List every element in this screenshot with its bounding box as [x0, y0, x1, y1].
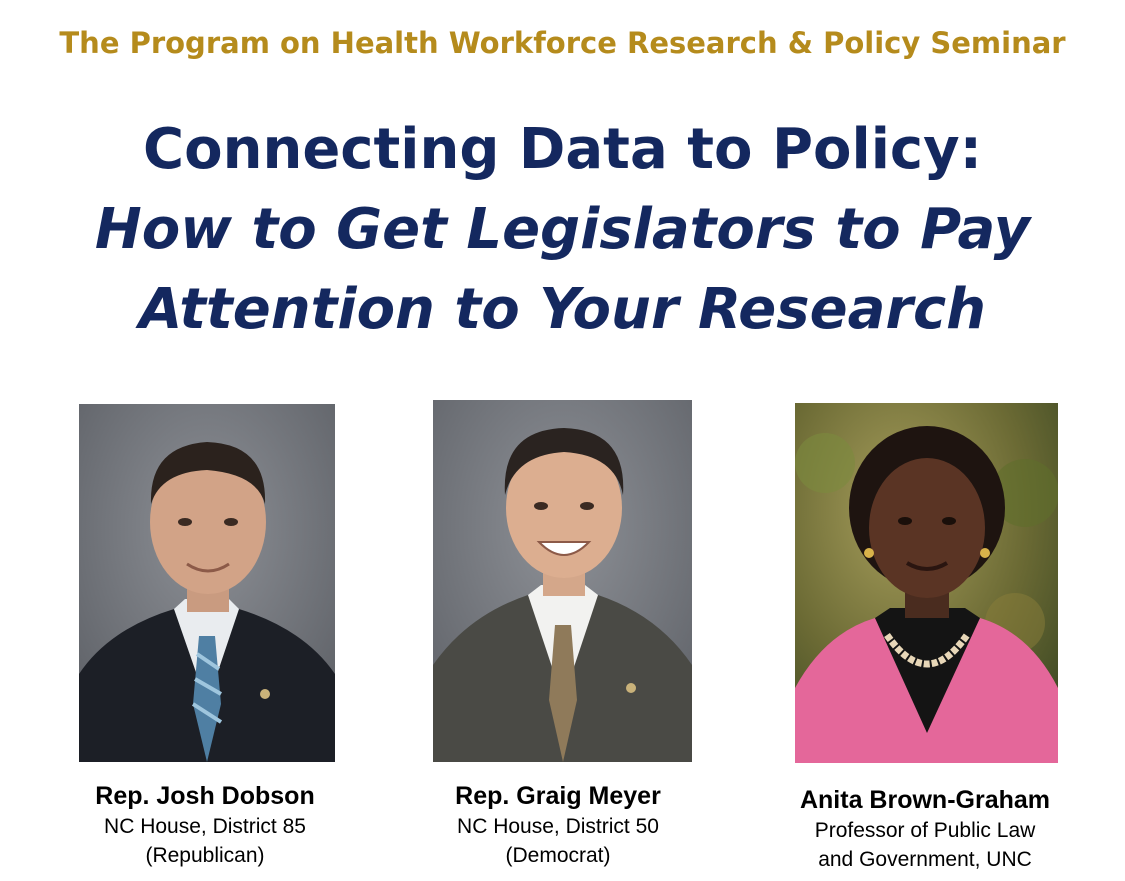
speaker-photo-josh-dobson [79, 404, 335, 762]
speaker-name: Rep. Graig Meyer [455, 782, 661, 810]
speaker-name: Rep. Josh Dobson [95, 782, 315, 810]
speaker-photo-graig-meyer [433, 400, 692, 762]
speaker-caption-anita-brown-graham [765, 785, 1085, 874]
main-title-line-3: Attention to Your Research [138, 277, 987, 342]
main-title-line-1: Connecting Data to Policy: [143, 117, 982, 182]
speaker-photo-anita-brown-graham [795, 403, 1058, 763]
speaker-caption-graig-meyer [408, 781, 708, 870]
speaker-name: Anita Brown-Graham [799, 786, 1051, 814]
speaker-role: Professor of Public Law [814, 819, 1036, 842]
seminar-series-title: The Program on Health Workforce Research & Policy Seminar [59, 26, 1066, 60]
speaker-affiliation: (Republican) [145, 844, 265, 867]
main-title-line-2: How to Get Legislators to Pay [94, 197, 1031, 262]
speaker-role: NC House, District 50 [457, 815, 659, 838]
speaker-role: NC House, District 85 [104, 815, 306, 838]
speaker-affiliation: (Democrat) [505, 844, 611, 867]
speaker-affiliation: and Government, UNC [818, 848, 1032, 871]
speaker-caption-josh-dobson [55, 781, 355, 870]
